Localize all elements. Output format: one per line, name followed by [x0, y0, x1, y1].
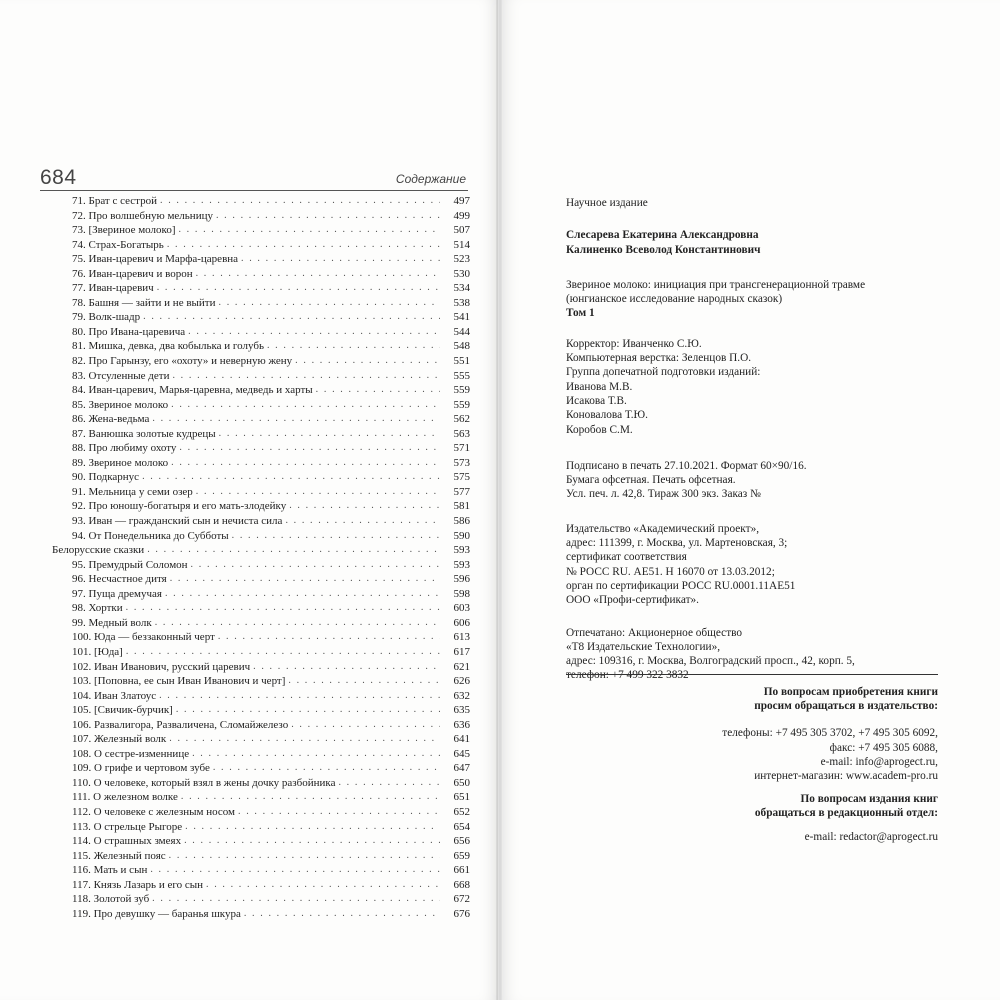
publisher-line: № РОСС RU. АЕ51. Н 16070 от 13.03.2012; — [566, 565, 775, 578]
toc-entry-title: 108. О сестре-изменнице — [72, 747, 190, 760]
toc-leader — [172, 369, 440, 384]
toc-entry-page: 530 — [453, 267, 470, 280]
toc-leader — [160, 194, 440, 209]
toc-entry-title: 78. Башня — зайти и не выйти — [72, 296, 216, 309]
contact-line: факс: +7 495 305 6088, — [829, 741, 938, 754]
toc-entry — [46, 514, 470, 529]
toc-entry-title: 99. Медный волк — [72, 616, 152, 629]
toc-entry-page: 586 — [453, 515, 470, 528]
toc-entry-page: 555 — [453, 369, 470, 382]
toc-entry-title: 87. Ванюшка золотые кудрецы — [72, 427, 216, 440]
toc-entry — [46, 732, 470, 747]
toc-leader — [167, 238, 440, 253]
toc-leader — [285, 514, 440, 529]
author-name: Слесарева Екатерина Александровна — [566, 229, 759, 242]
toc-entry — [46, 412, 470, 427]
toc-entry — [46, 645, 470, 660]
toc-entry — [46, 325, 470, 340]
toc-entry-page: 548 — [453, 340, 470, 353]
toc-entry — [46, 790, 470, 805]
toc-entry-title: 117. Князь Лазарь и его сын — [72, 878, 203, 891]
toc-entry-title: 82. Про Гарынзу, его «охоту» и неверную жену — [72, 355, 293, 368]
credit-line: Иванова М.В. — [566, 380, 633, 393]
toc-leader — [152, 892, 440, 907]
toc-entry-page: 635 — [453, 704, 470, 717]
toc-entry — [46, 805, 470, 820]
toc-entry-title: 71. Брат с сестрой — [72, 195, 157, 207]
toc-entry-title: 76. Иван-царевич и ворон — [72, 267, 193, 280]
toc-entry — [46, 616, 470, 631]
toc-entry — [46, 369, 470, 384]
toc-leader — [176, 703, 440, 718]
toc-entry-title: 119. Про девушку — баранья шкура — [72, 907, 241, 920]
toc-entry — [46, 456, 470, 471]
toc-section — [46, 543, 470, 558]
toc-entry-page: 559 — [453, 398, 470, 411]
toc-entry-title: 114. О страшных змеях — [72, 835, 182, 848]
toc-entry-page: 575 — [453, 471, 470, 484]
toc-entry-title: 75. Иван-царевич и Марфа-царевна — [72, 253, 239, 266]
toc-entry-title: 77. Иван-царевич — [72, 282, 154, 295]
toc-leader — [179, 441, 440, 456]
toc-leader — [206, 878, 440, 893]
toc-entry — [46, 252, 470, 267]
toc-entry-page: 571 — [453, 442, 470, 455]
toc-entry-title: Белорусские сказки — [52, 544, 145, 557]
staff-credits — [566, 337, 986, 437]
printer-line: телефон: +7 499 322 3832 — [566, 669, 689, 682]
left-page — [0, 0, 498, 1000]
header-rule — [40, 190, 468, 191]
toc-entry — [46, 354, 470, 369]
print-info-line: Усл. печ. л. 42,8. Тираж 300 экз. Заказ № — [566, 488, 761, 501]
toc-entry-title: 106. Развалигора, Разваличена, Сломайжелезо — [72, 718, 289, 731]
toc-entry-page: 596 — [453, 573, 470, 586]
toc-entry — [46, 718, 470, 733]
page-number: 684 — [40, 166, 77, 189]
toc-entry-page: 621 — [453, 660, 470, 673]
toc-entry-page: 651 — [453, 791, 470, 804]
toc-leader — [185, 820, 440, 835]
toc-entry-title: 102. Иван Иванович, русский царевич — [72, 660, 251, 673]
toc-entry-page: 577 — [453, 485, 470, 498]
toc-leader — [152, 412, 440, 427]
toc-entry-page: 523 — [453, 253, 470, 266]
toc-leader — [288, 674, 440, 689]
credit-line: Корректор: Иванченко С.Ю. — [566, 337, 702, 350]
contact-line: e-mail: info@aprogect.ru, — [820, 755, 938, 768]
toc-entry-title: 93. Иван — гражданский сын и нечиста сила — [72, 515, 283, 528]
toc-entry-title: 112. О человеке с железным носом — [72, 805, 236, 818]
contacts — [538, 685, 938, 844]
toc-entry-page: 617 — [453, 645, 470, 658]
toc-leader — [289, 499, 440, 514]
toc-leader — [244, 907, 440, 922]
toc-leader — [159, 689, 440, 704]
toc-leader — [157, 281, 440, 296]
toc-entry — [46, 398, 470, 413]
toc-entry — [46, 558, 470, 573]
toc-entry-title: 73. [Звериное молоко] — [72, 224, 176, 237]
authors — [566, 228, 986, 257]
toc-leader — [191, 558, 440, 573]
toc-entry — [46, 834, 470, 849]
toc-entry-title: 113. О стрельце Рыгоре — [72, 820, 183, 833]
toc-entry-page: 593 — [453, 558, 470, 571]
toc-leader — [218, 630, 440, 645]
toc-entry-page: 563 — [453, 427, 470, 440]
toc-leader — [165, 587, 440, 602]
toc-entry-page: 534 — [453, 282, 470, 295]
toc-entry-title: 98. Хортки — [72, 602, 123, 615]
toc-entry-page: 672 — [453, 893, 470, 906]
toc-entry-title: 94. От Понедельника до Субботы — [72, 529, 229, 542]
edition-kind: Научное издание — [566, 197, 648, 209]
toc-entry — [46, 529, 470, 544]
toc-entry-page: 661 — [453, 864, 470, 877]
toc-entry-page: 632 — [453, 689, 470, 702]
publisher-line: ООО «Профи-сертификат». — [566, 594, 699, 607]
toc-entry — [46, 296, 470, 311]
toc-entry-page: 641 — [453, 733, 470, 746]
toc-entry-page: 676 — [453, 907, 470, 920]
toc-entry-title: 115. Железный пояс — [72, 849, 166, 862]
toc-entry-title: 81. Мишка, девка, два кобылька и голубь — [72, 340, 264, 353]
contact-line: интернет-магазин: www.academ-pro.ru — [754, 770, 938, 783]
running-title: Содержание — [395, 172, 466, 186]
toc-entry-page: 538 — [453, 296, 470, 309]
toc-leader — [219, 427, 440, 442]
toc-leader — [181, 790, 440, 805]
toc-entry — [46, 820, 470, 835]
toc-entry-page: 544 — [453, 325, 470, 338]
toc-entry-title: 110. О человеке, который взял в жены дочку разбойника — [72, 776, 336, 789]
toc-entry — [46, 878, 470, 893]
toc-leader — [184, 834, 440, 849]
publisher-line: сертификат соответствия — [566, 551, 687, 564]
toc-entry-title: 91. Мельница у семи озер — [72, 485, 193, 498]
toc-entry-page: 656 — [453, 835, 470, 848]
toc-entry-page: 636 — [453, 718, 470, 731]
credit-line: Группа допечатной подготовки изданий: — [566, 366, 761, 379]
editorial-heading: По вопросам издания книг — [800, 793, 938, 806]
toc-entry-title: 118. Золотой зуб — [72, 893, 150, 906]
print-info — [566, 459, 986, 502]
toc-leader — [171, 398, 440, 413]
toc-entry-page: 497 — [453, 195, 470, 207]
toc-leader — [213, 761, 440, 776]
toc-entry — [46, 587, 470, 602]
toc-entry-page: 603 — [453, 602, 470, 615]
toc-entry-page: 626 — [453, 675, 470, 688]
toc-entry — [46, 601, 470, 616]
toc-entry — [46, 470, 470, 485]
toc-entry — [46, 499, 470, 514]
toc-entry-page: 507 — [453, 224, 470, 237]
toc-entry-page: 654 — [453, 820, 470, 833]
toc-entry — [46, 747, 470, 762]
toc-entry-page: 606 — [453, 616, 470, 629]
toc-entry — [46, 630, 470, 645]
toc-entry-title: 105. [Свичик-бурчик] — [72, 704, 173, 717]
toc-entry-page: 613 — [453, 631, 470, 644]
toc-entry — [46, 281, 470, 296]
toc-entry — [46, 223, 470, 238]
toc-leader — [238, 805, 440, 820]
editorial-heading: обращаться в редакционный отдел: — [754, 807, 938, 820]
toc-leader — [316, 383, 440, 398]
toc-leader — [171, 456, 440, 471]
publisher-line: орган по сертификации РОСС RU.0001.11АЕ51 — [566, 579, 796, 592]
toc-entry — [46, 427, 470, 442]
toc-entry — [46, 441, 470, 456]
printer-line: «Т8 Издательские Технологии», — [566, 640, 721, 653]
toc-leader — [196, 267, 440, 282]
toc-entry — [46, 849, 470, 864]
toc-entry-page: 650 — [453, 776, 470, 789]
toc-leader — [169, 732, 440, 747]
toc-leader — [142, 470, 440, 485]
toc-entry — [46, 194, 470, 209]
toc-entry-title: 111. О железном волке — [72, 791, 178, 804]
toc-leader — [192, 747, 440, 762]
toc-leader — [291, 718, 440, 733]
toc-entry-title: 95. Премудрый Соломон — [72, 558, 188, 571]
toc-leader — [169, 849, 440, 864]
toc-leader — [178, 223, 440, 238]
toc-leader — [267, 339, 440, 354]
toc-leader — [147, 543, 440, 558]
toc-entry-title: 74. Страх-Богатырь — [72, 238, 164, 251]
toc-entry-page: 645 — [453, 747, 470, 760]
toc-entry — [46, 339, 470, 354]
table-of-contents — [46, 194, 470, 921]
toc-entry-title: 100. Юда — беззаконный черт — [72, 631, 215, 644]
toc-entry-page: 590 — [453, 529, 470, 542]
toc-entry-title: 79. Волк-шадр — [72, 311, 141, 324]
toc-entry — [46, 689, 470, 704]
toc-entry-page: 659 — [453, 849, 470, 862]
toc-entry — [46, 209, 470, 224]
toc-entry — [46, 907, 470, 922]
editorial-contact: e-mail: redactor@aprogect.ru — [804, 830, 938, 843]
toc-entry-page: 551 — [453, 355, 470, 368]
toc-entry — [46, 485, 470, 500]
toc-entry-title: 88. Про любиму охоту — [72, 442, 177, 455]
colophon — [566, 196, 986, 697]
print-info-line: Бумага офсетная. Печать офсетная. — [566, 474, 736, 487]
toc-entry-title: 86. Жена-ведьма — [72, 413, 150, 426]
publisher-line: адрес: 111399, г. Москва, ул. Мартеновская, 3; — [566, 537, 788, 550]
printer-line: Отпечатано: Акционерное общество — [566, 626, 743, 639]
toc-entry-page: 581 — [453, 500, 470, 513]
credit-line: Коновалова Т.Ю. — [566, 409, 648, 422]
toc-entry — [46, 776, 470, 791]
toc-entry-page: 559 — [453, 384, 470, 397]
toc-entry-title: 80. Про Ивана-царевича — [72, 325, 186, 338]
contacts-divider — [566, 674, 938, 675]
toc-entry-title: 85. Звериное молоко — [72, 398, 169, 411]
toc-entry-page: 562 — [453, 413, 470, 426]
book-title-line: (юнгианское исследование народных сказок) — [566, 293, 783, 306]
toc-leader — [170, 572, 440, 587]
toc-entry-page: 593 — [453, 544, 470, 557]
toc-entry-page: 514 — [453, 238, 470, 251]
author-name: Калиненко Всеволод Константинович — [566, 243, 761, 256]
toc-entry — [46, 863, 470, 878]
print-info-line: Подписано в печать 27.10.2021. Формат 60×90/16. — [566, 459, 807, 472]
toc-entry-title: 103. [Поповна, ее сын Иван Иванович и черт] — [72, 675, 286, 688]
toc-entry-page: 647 — [453, 762, 470, 775]
toc-entry-title: 109. О грифе и чертовом зубе — [72, 762, 210, 775]
toc-entry-title: 97. Пуща дремучая — [72, 587, 162, 600]
purchase-heading: По вопросам приобретения книги — [763, 686, 938, 698]
toc-leader — [232, 529, 440, 544]
toc-entry-page: 541 — [453, 311, 470, 324]
printer-line: адрес: 109316, г. Москва, Волгоградский просп., 42, корп. 5, — [566, 655, 855, 668]
toc-leader — [188, 325, 440, 340]
purchase-heading: просим обращаться в издательство: — [754, 700, 938, 713]
toc-entry — [46, 674, 470, 689]
publisher-line: Издательство «Академический проект», — [566, 522, 760, 535]
toc-leader — [253, 660, 440, 675]
toc-entry-title: 107. Железный волк — [72, 733, 167, 746]
toc-leader — [216, 209, 440, 224]
toc-entry-title: 72. Про волшебную мельницу — [72, 209, 213, 222]
publisher-info — [566, 522, 986, 608]
toc-entry-title: 89. Звериное молоко — [72, 456, 169, 469]
toc-entry — [46, 238, 470, 253]
toc-leader — [241, 252, 440, 267]
toc-entry-page: 598 — [453, 587, 470, 600]
toc-entry-page: 573 — [453, 456, 470, 469]
toc-entry — [46, 267, 470, 282]
book-title — [566, 278, 986, 321]
toc-entry — [46, 310, 470, 325]
toc-entry-title: 96. Несчастное дитя — [72, 573, 167, 586]
toc-entry-title: 116. Мать и сын — [72, 864, 148, 877]
credit-line: Коробов С.М. — [566, 423, 633, 436]
toc-leader — [295, 354, 440, 369]
contact-line: телефоны: +7 495 305 3702, +7 495 305 6092, — [722, 727, 938, 740]
toc-leader — [155, 616, 440, 631]
toc-leader — [126, 601, 440, 616]
toc-entry-title: 101. [Юда] — [72, 645, 123, 658]
toc-entry-page: 652 — [453, 805, 470, 818]
volume-label: Том 1 — [566, 307, 595, 320]
toc-entry-title: 83. Отсуленные дети — [72, 369, 170, 382]
toc-entry-title: 104. Иван Златоус — [72, 689, 157, 702]
toc-entry-page: 668 — [453, 878, 470, 891]
toc-entry-page: 499 — [453, 209, 470, 222]
toc-leader — [196, 485, 440, 500]
book-title-line: Звериное молоко: инициация при трансгенерационной травме — [566, 278, 866, 291]
toc-entry-title: 92. Про юношу-богатыря и его мать-злодейку — [72, 500, 287, 513]
toc-entry — [46, 703, 470, 718]
toc-entry-title: 84. Иван-царевич, Марья-царевна, медведь и харты — [72, 384, 313, 397]
toc-entry — [46, 761, 470, 776]
credit-line: Исакова Т.В. — [566, 394, 627, 407]
credit-line: Компьютерная верстка: Зеленцов П.О. — [566, 352, 752, 365]
toc-leader — [338, 776, 440, 791]
toc-entry — [46, 660, 470, 675]
toc-leader — [219, 296, 441, 311]
toc-entry — [46, 383, 470, 398]
toc-entry — [46, 892, 470, 907]
toc-entry-title: 90. Подкарнус — [72, 471, 140, 484]
toc-leader — [150, 863, 440, 878]
toc-leader — [126, 645, 440, 660]
toc-leader — [143, 310, 440, 325]
toc-entry — [46, 572, 470, 587]
